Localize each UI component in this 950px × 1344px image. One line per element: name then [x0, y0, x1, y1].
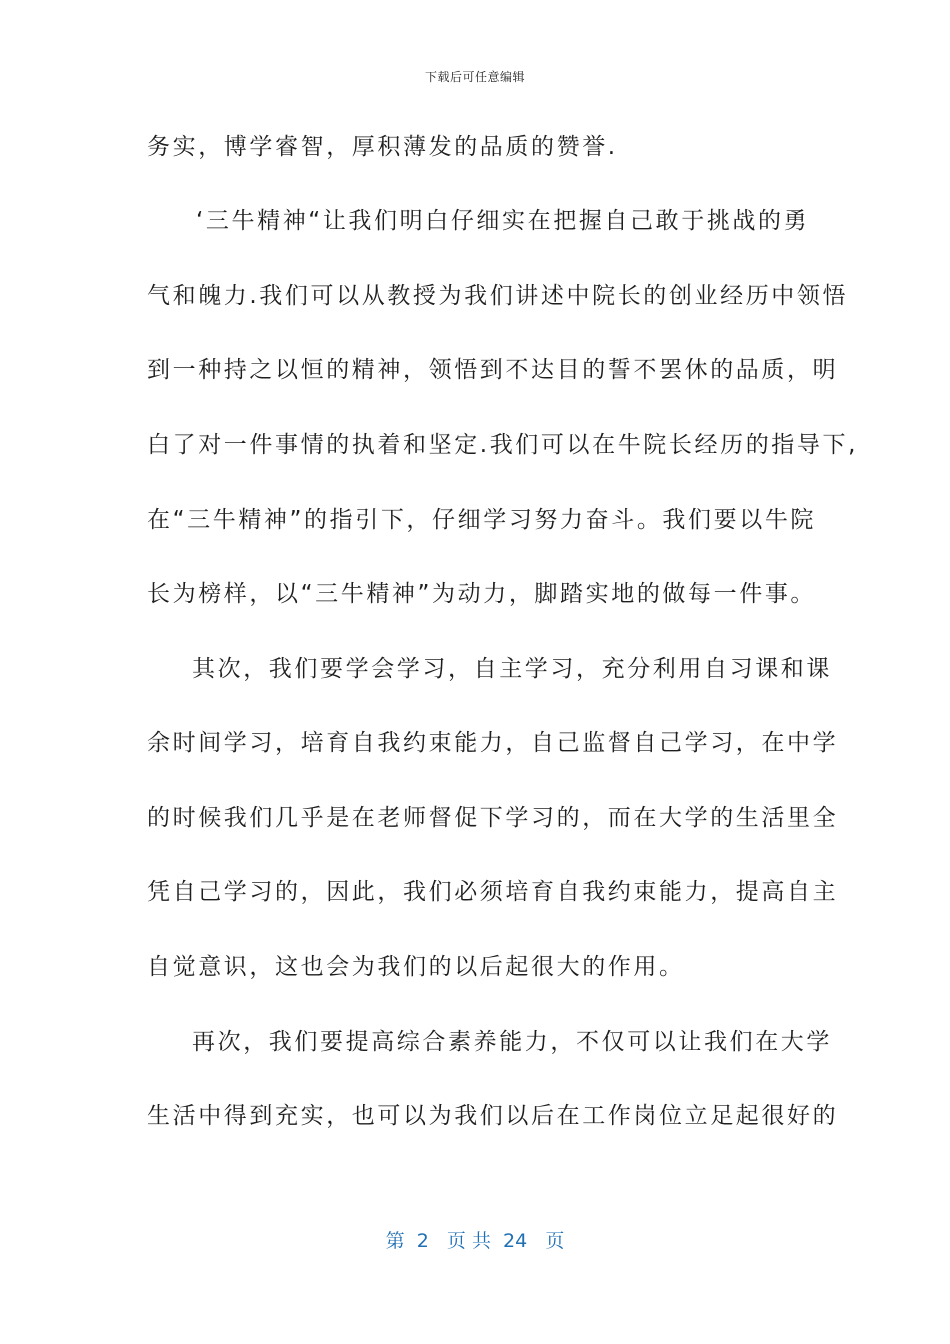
text-line: 凭自己学习的，因此，我们必须培育自我约束能力，提高自主: [147, 879, 839, 905]
text-line: 的时候我们几乎是在老师督促下学习的，而在大学的生活里全: [147, 805, 839, 831]
text-line: 白了对一件事情的执着和坚定.我们可以在牛院长经历的指导下,: [147, 432, 859, 458]
text-line: 自觉意识，这也会为我们的以后起很大的作用。: [147, 954, 685, 980]
text-line: 务实，博学睿智，厚积薄发的品质的赞誉.: [147, 134, 618, 160]
text-line: ‘三牛精神“让我们明白仔细实在把握自己敢于挑战的勇: [196, 208, 810, 234]
text-line: 到一种持之以恒的精神，领悟到不达目的誓不罢休的品质，明: [147, 357, 839, 383]
text-line: 其次，我们要学会学习，自主学习，充分利用自习课和课: [192, 656, 832, 682]
text-line: 在“三牛精神”的指引下，仔细学习努力奋斗。我们要以牛院: [147, 507, 817, 533]
text-line: 再次，我们要提高综合素养能力，不仅可以让我们在大学: [192, 1029, 832, 1055]
text-line: 生活中得到充实，也可以为我们以后在工作岗位立足起很好的: [147, 1103, 839, 1129]
page-header: 下载后可任意编辑: [424, 70, 525, 84]
text-line: 气和魄力.我们可以从教授为我们讲述中院长的创业经历中领悟: [147, 283, 849, 309]
page-number-footer: 第 2 页 共 24 页: [385, 1230, 565, 1252]
text-line: 长为榜样，以“三牛精神”为动力，脚踏实地的做每一件事。: [147, 581, 817, 607]
text-line: 余时间学习，培育自我约束能力，自己监督自己学习，在中学: [147, 730, 839, 756]
